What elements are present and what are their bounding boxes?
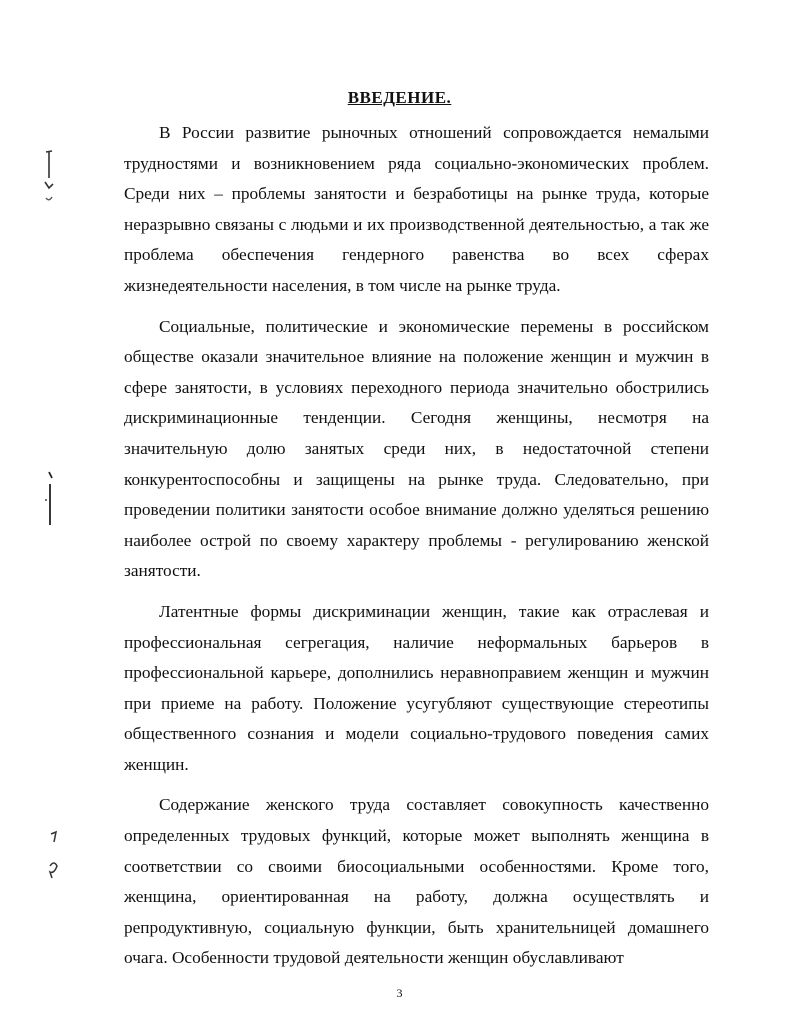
binding-mark-icon bbox=[42, 470, 58, 530]
paragraph-2: Социальные, политические и экономические перемены в российском обществе оказали значительное влияние на положение женщин и мужчин в сфере занятости, в условиях переходного периода значительно обострились дискриминационные тенденции. Сегодня женщины, несмотря на значительную долю занятых среди них, в недостаточной степени конкурентоспособны и защищены на рынке труда. Следовательно, при проведении политики занятости особое внимание должно уделяться решению наиболее острой по своему характеру проблемы - регулированию женской занятости. bbox=[124, 316, 709, 581]
body-text bbox=[124, 118, 709, 974]
margin-mark-middle bbox=[42, 470, 58, 530]
page-title: ВВЕДЕНИЕ. bbox=[347, 88, 452, 107]
margin-mark-top bbox=[40, 148, 60, 208]
paragraph-4: Содержание женского труда составляет совокупность качественно определенных трудовых функций, которые может выполнять женщина в соответствии со своими биосоциальными особенностями. Кроме того, женщина, ориентированная на работу, должна осуществлять и репродуктивную, социальную функции, быть хранительницей домашнего очага. Особенности трудовой деятельности женщин обуславливают bbox=[124, 795, 709, 968]
margin-mark-bottom bbox=[46, 830, 62, 886]
page-number: 3 bbox=[396, 986, 403, 1000]
paragraph-3: Латентные формы дискриминации женщин, такие как отраслевая и профессиональная сегрегация, наличие неформальных барьеров в профессиональной карьере, дополнились неравноправием женщин и мужчин при приеме на работу. Положение усугубляют существующие стереотипы общественного сознания и модели социально-трудового поведения самих женщин. bbox=[124, 601, 709, 774]
paragraph-1: В России развитие рыночных отношений сопровождается немалыми трудностями и возникновением ряда социально-экономических проблем. Среди них – проблемы занятости и безработицы на рынке труда, которые неразрывно связаны с людьми и их производственной деятельностью, а так же проблема обеспечения гендерного равенства во всех сферах жизнедеятельности населения, в том числе на рынке труда. bbox=[124, 123, 709, 295]
binding-mark-icon bbox=[40, 148, 60, 208]
binding-mark-icon bbox=[46, 830, 62, 886]
